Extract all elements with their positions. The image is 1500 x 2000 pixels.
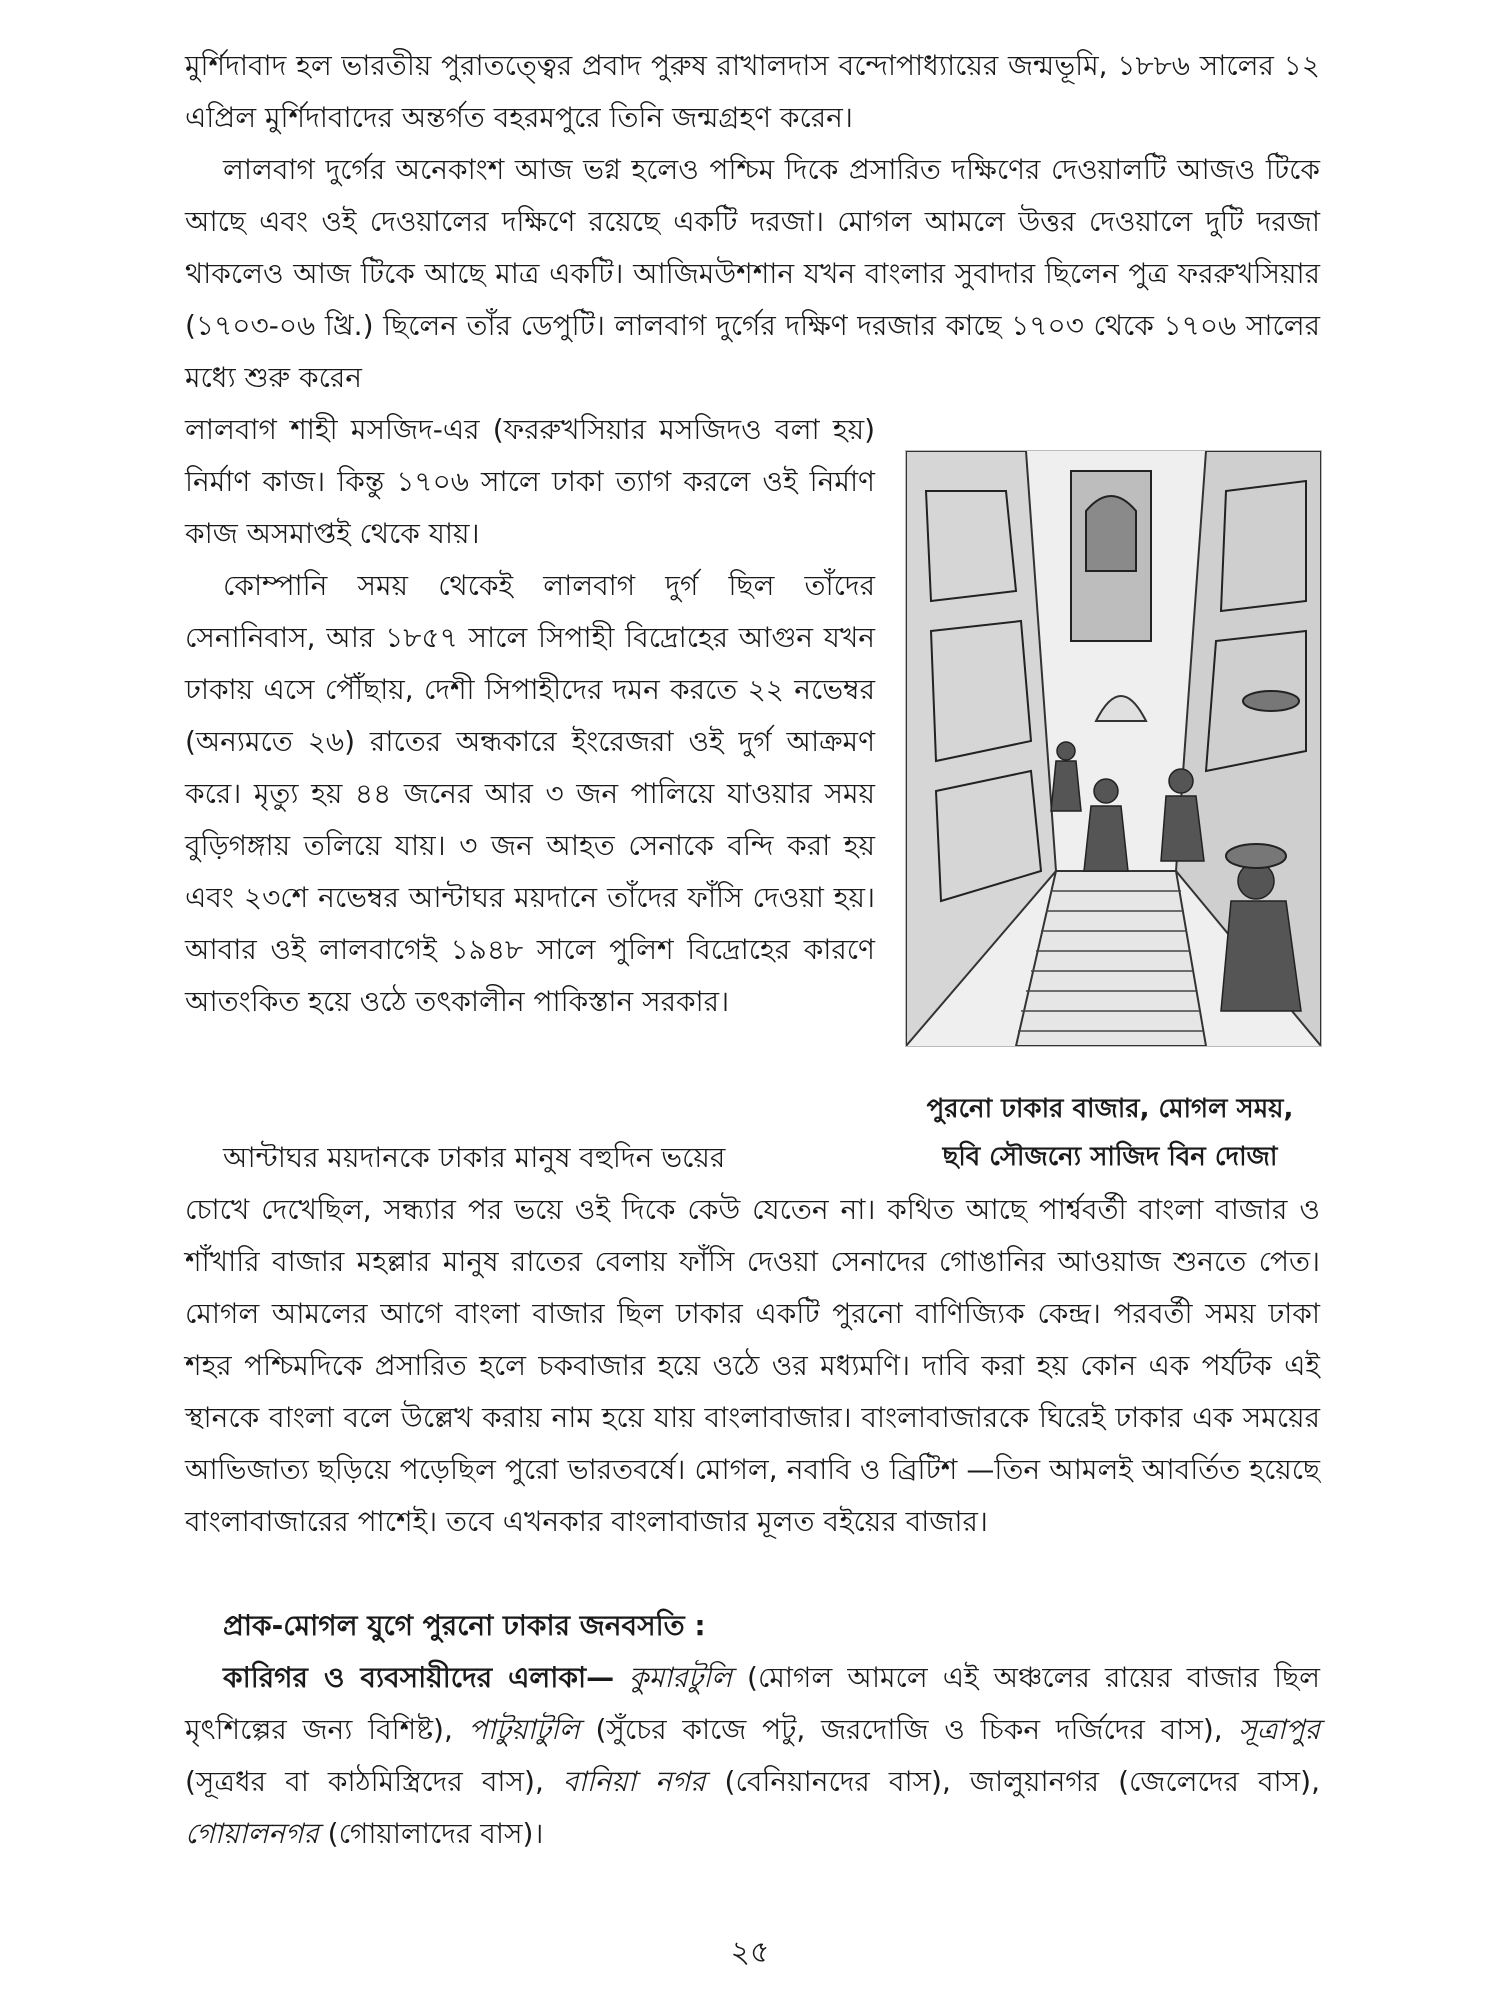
- place-sutrapur: সূত্রাপুর: [1238, 1713, 1320, 1746]
- page-number: ২৫: [730, 1935, 770, 1970]
- figure-caption-line1: পুরনো ঢাকার বাজার, মোগল সময়,: [926, 1094, 1294, 1124]
- paragraph-artisan-areas: [185, 1652, 1320, 1860]
- bazaar-illustration: [905, 450, 1322, 1047]
- paragraph-banglabazar: চোখে দেখেছিল, সন্ধ্যার পর ভয়ে ওই দিকে কেউ যেতেন না। কথিত আছে পার্শ্ববর্তী বাংলা বাজার ও শাঁখারি বাজার মহল্লার মানুষ রাতের বেলায় ফাঁসি দেওয়া সেনাদের গোঙানির আওয়াজ শুনতে পেত। মোগল আমলের আগে বাংলা বাজার ছিল ঢাকার একটি পুরনো বাণিজ্যিক কেন্দ্র। পরবর্তী সময় ঢাকা শহর পশ্চিমদিকে প্রসারিত হলে চকবাজার হয়ে ওঠে ওর মধ্যমণি। দাবি করা হয় কোন এক পর্যটক এই স্থানকে বাংলা বলে উল্লেখ করায় নাম হয়ে যায় বাংলাবাজার। বাংলাবাজারকে ঘিরেই ঢাকার এক সময়ের আভিজাত্য ছড়িয়ে পড়েছিল পুরো ভারতবর্ষে। মোগল, নবাবি ও ব্রিটিশ —তিন আমলই আবর্তিত হয়েছে বাংলাবাজারের পাশেই। তবে এখনকার বাংলাবাজার মূলত বইয়ের বাজার।: [185, 1193, 1320, 1538]
- desc-sutrapur: (সূত্রধর বা কাঠমিস্ত্রিদের বাস),: [185, 1765, 563, 1798]
- paragraph-antaghar-start: আন্টাঘর ময়দানকে ঢাকার মানুষ বহুদিন ভয়ের: [223, 1141, 726, 1174]
- figure-caption-line2: ছবি সৌজন্যে সাজিদ বিন দোজা: [942, 1142, 1278, 1172]
- artisan-areas-label: কারিগর ও ব্যবসায়ীদের এলাকা—: [223, 1661, 615, 1694]
- desc-kumartuli: (মোগল আমলে এই অঞ্চলের রায়ের বাজার ছিল মৃৎশিল্পের জন্য বিশিষ্ট),: [185, 1661, 1320, 1746]
- figure-caption: [890, 1085, 1330, 1181]
- place-goyalnagar: গোয়ালনগর: [185, 1817, 319, 1850]
- place-baniya-nagar: বানিয়া নগর: [562, 1765, 706, 1798]
- paragraph-lalbagh-fort: লালবাগ দুর্গের অনেকাংশ আজ ভগ্ন হলেও পশ্চিম দিকে প্রসারিত দক্ষিণের দেওয়ালটি আজও টিকে আছে এবং ওই দেওয়ালের দক্ষিণে রয়েছে একটি দরজা। মোগল আমলে উত্তর দেওয়ালে দুটি দরজা থাকলেও আজ টিকে আছে মাত্র একটি। আজিমউশশান যখন বাংলার সুবাদার ছিলেন পুত্র ফররুখসিয়ার (১৭০৩-০৬ খ্রি.) ছিলেন তাঁর ডেপুটি। লালবাগ দুর্গের দক্ষিণ দরজার কাছে ১৭০৩ থেকে ১৭০৬ সালের মধ্যে শুরু করেন: [185, 153, 1320, 394]
- desc-patuatuli: (সুঁচের কাজে পটু, জরদোজি ও চিকন দর্জিদের বাস),: [579, 1713, 1239, 1746]
- desc-baniya-nagar: (বেনিয়ানদের বাস), জালুয়ানগর (জেলেদের বাস),: [705, 1765, 1320, 1798]
- desc-goyalnagar: (গোয়ালাদের বাস)।: [318, 1817, 544, 1850]
- place-kumartuli: কুমারটুলি: [629, 1661, 732, 1694]
- paragraph-shahi-mosque: লালবাগ শাহী মসজিদ-এর (ফররুখসিয়ার মসজিদও বলা হয়) নির্মাণ কাজ। কিন্তু ১৭০৬ সালে ঢাকা ত্যাগ করলে ওই নির্মাণ কাজ অসমাপ্তই থেকে যায়।: [185, 413, 875, 550]
- paragraph-rakhaldas: মুর্শিদাবাদ হল ভারতীয় পুরাতত্ত্বের প্রবাদ পুরুষ রাখালদাস বন্দোপাধ্যায়ের জন্মভূমি, ১৮৮৬ সালের ১২ এপ্রিল মুর্শিদাবাদের অন্তর্গত বহরমপুরে তিনি জন্মগ্রহণ করেন।: [185, 49, 1320, 134]
- place-patuatuli: পাটুয়াটুলি: [468, 1713, 580, 1746]
- paragraph-sepoy-mutiny: কোম্পানি সময় থেকেই লালবাগ দুর্গ ছিল তাঁদের সেনানিবাস, আর ১৮৫৭ সালে সিপাহী বিদ্রোহের আগুন যখন ঢাকায় এসে পৌঁছায়, দেশী সিপাহীদের দমন করতে ২২ নভেম্বর (অন্যমতে ২৬) রাতের অন্ধকারে ইংরেজরা ওই দুর্গ আক্রমণ করে। মৃত্যু হয় ৪৪ জনের আর ৩ জন পালিয়ে যাওয়ার সময় বুড়িগঙ্গায় তলিয়ে যায়। ৩ জন আহত সেনাকে বন্দি করা হয় এবং ২৩শে নভেম্বর আন্টাঘর ময়দানে তাঁদের ফাঁসি দেওয়া হয়। আবার ওই লালবাগেই ১৯৪৮ সালে পুলিশ বিদ্রোহের কারণে আতংকিত হয়ে ওঠে তৎকালীন পাকিস্তান সরকার।: [185, 569, 875, 1018]
- section-heading: প্রাক-মোগল যুগে পুরনো ঢাকার জনবসতি :: [223, 1609, 706, 1642]
- bazaar-sketch-image: [906, 451, 1321, 1046]
